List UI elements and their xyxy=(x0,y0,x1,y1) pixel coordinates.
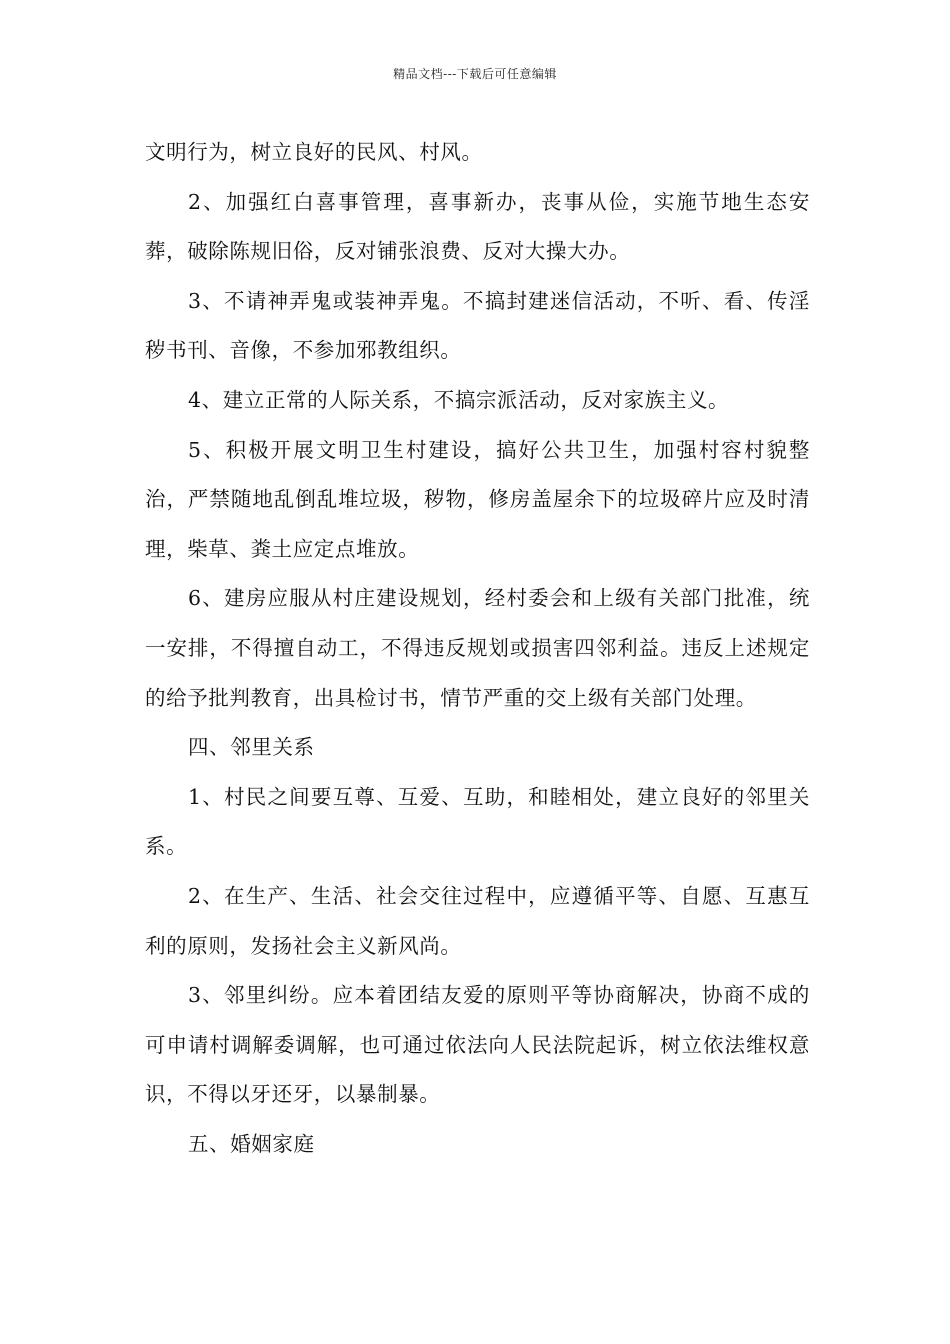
paragraph-item-2: 2、加强红白喜事管理，喜事新办，丧事从俭，实施节地生态安葬，破除陈规旧俗，反对铺张浪费、反对大操大办。 xyxy=(145,189,810,264)
page-header: 精品文档---下载后可任意编辑 xyxy=(393,67,557,81)
paragraph-neighbor-item-3: 3、邻里纠纷。应本着团结友爱的原则平等协商解决，协商不成的可申请村调解委调解，也可通过依法向人民法院起诉，树立依法维权意识，不得以牙还牙，以暴制暴。 xyxy=(145,983,810,1107)
section-heading-marriage-family: 五、婚姻家庭 xyxy=(188,1131,315,1156)
paragraph-continuation: 文明行为，树立良好的民风、村风。 xyxy=(145,140,483,164)
paragraph-item-5: 5、积极开展文明卫生村建设，搞好公共卫生，加强村容村貌整治，严禁随地乱倒乱堆垃圾，秽物，修房盖屋余下的垃圾碎片应及时清理，柴草、粪土应定点堆放。 xyxy=(145,437,810,561)
paragraph-item-3: 3、不请神弄鬼或装神弄鬼。不搞封建迷信活动，不听、看、传淫秽书刊、音像，不参加邪教组织。 xyxy=(145,288,810,363)
section-heading-neighbor-relations: 四、邻里关系 xyxy=(188,735,315,760)
paragraph-neighbor-item-2: 2、在生产、生活、社会交往过程中，应遵循平等、自愿、互惠互利的原则，发扬社会主义新风尚。 xyxy=(145,883,810,958)
document-body xyxy=(145,128,810,1169)
paragraph-item-4: 4、建立正常的人际关系，不搞宗派活动，反对家族主义。 xyxy=(188,387,730,412)
paragraph-neighbor-item-1: 1、村民之间要互尊、互爱、互助，和睦相处，建立良好的邻里关系。 xyxy=(145,784,810,859)
paragraph-item-6: 6、建房应服从村庄建设规划，经村委会和上级有关部门批准，统一安排，不得擅自动工，不得违反规划或损害四邻利益。违反上述规定的给予批判教育，出具检讨书，情节严重的交上级有关部门处理。 xyxy=(145,586,810,710)
